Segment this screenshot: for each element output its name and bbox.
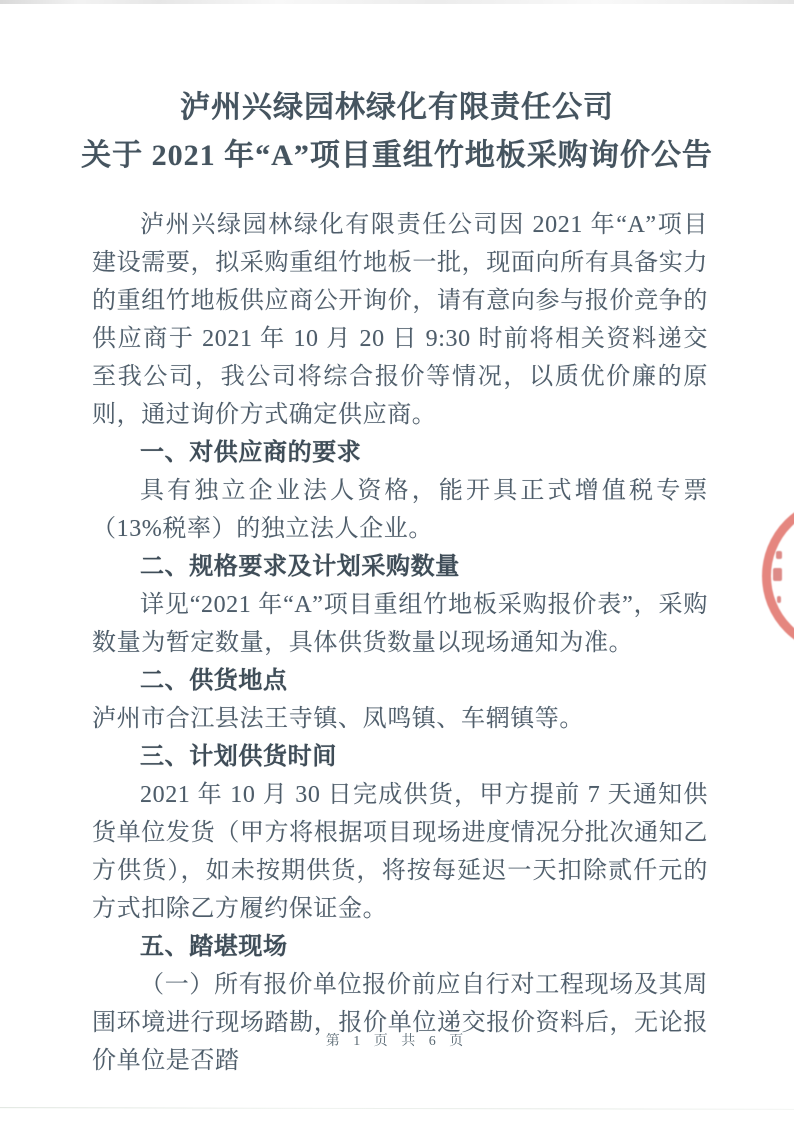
heading-site-survey: 五、踏堪现场 [140, 934, 288, 960]
heading-spec-and-quantity: 二、规格要求及计划采购数量 [140, 554, 460, 580]
heading-delivery-schedule: 三、计划供货时间 [140, 744, 337, 770]
paragraph-intro: 泸州兴绿园林绿化有限责任公司因 2021 年“A”项目建设需要，拟采购重组竹地板一批，现面向所有具备实力的重组竹地板供应商公开询价，请有意向参与报价竞争的供应商于 2021 年 10 月 20 日 9:30 时前将相关资料递交至我公司，我公司将综合报价等情况，以质优价廉的原则，通过询价方式确定供应商。 [92, 212, 708, 428]
document-title-line1: 泸州兴绿园林绿化有限责任公司 [180, 91, 614, 124]
page-number: 第 1 页 共 6 页 [325, 1034, 469, 1049]
heading-supplier-requirements: 一、对供应商的要求 [140, 440, 362, 466]
red-seal-text-mark [773, 568, 782, 581]
paragraph-delivery-schedule: 2021 年 10 月 30 日完成供货，甲方提前 7 天通知供货单位发货（甲方将根据项目现场进度情况分批次通知乙方供货），如未按期供货，将按每延迟一天扣除贰仟元的方式扣除乙方履约保证金。 [92, 782, 708, 922]
paragraph-delivery-location: 泸州市合江县法王寺镇、凤鸣镇、车辋镇等。 [92, 706, 584, 732]
document-body [92, 206, 708, 1080]
document-title [0, 84, 794, 180]
heading-delivery-location: 二、供货地点 [140, 668, 288, 694]
red-seal-text-mark [777, 596, 781, 603]
paragraph-spec-and-quantity: 详见“2021 年“A”项目重组竹地板采购报价表”，采购数量为暂定数量，具体供货数量以现场通知为准。 [92, 592, 708, 656]
red-seal-text-mark [776, 551, 782, 559]
paragraph-supplier-requirements: 具有独立企业法人资格，能开具正式增值税专票（13%税率）的独立法人企业。 [92, 478, 708, 542]
scan-artifact-bottom-edge [0, 1107, 794, 1110]
document-title-line2: 关于 2021 年“A”项目重组竹地板采购询价公告 [81, 139, 713, 172]
scan-artifact-top-edge [0, 0, 794, 4]
paragraph-site-survey: （一）所有报价单位报价前应自行对工程现场及其周围环境进行现场踏勘，报价单位递交报价资料后，无论报价单位是否踏 [92, 972, 708, 1074]
